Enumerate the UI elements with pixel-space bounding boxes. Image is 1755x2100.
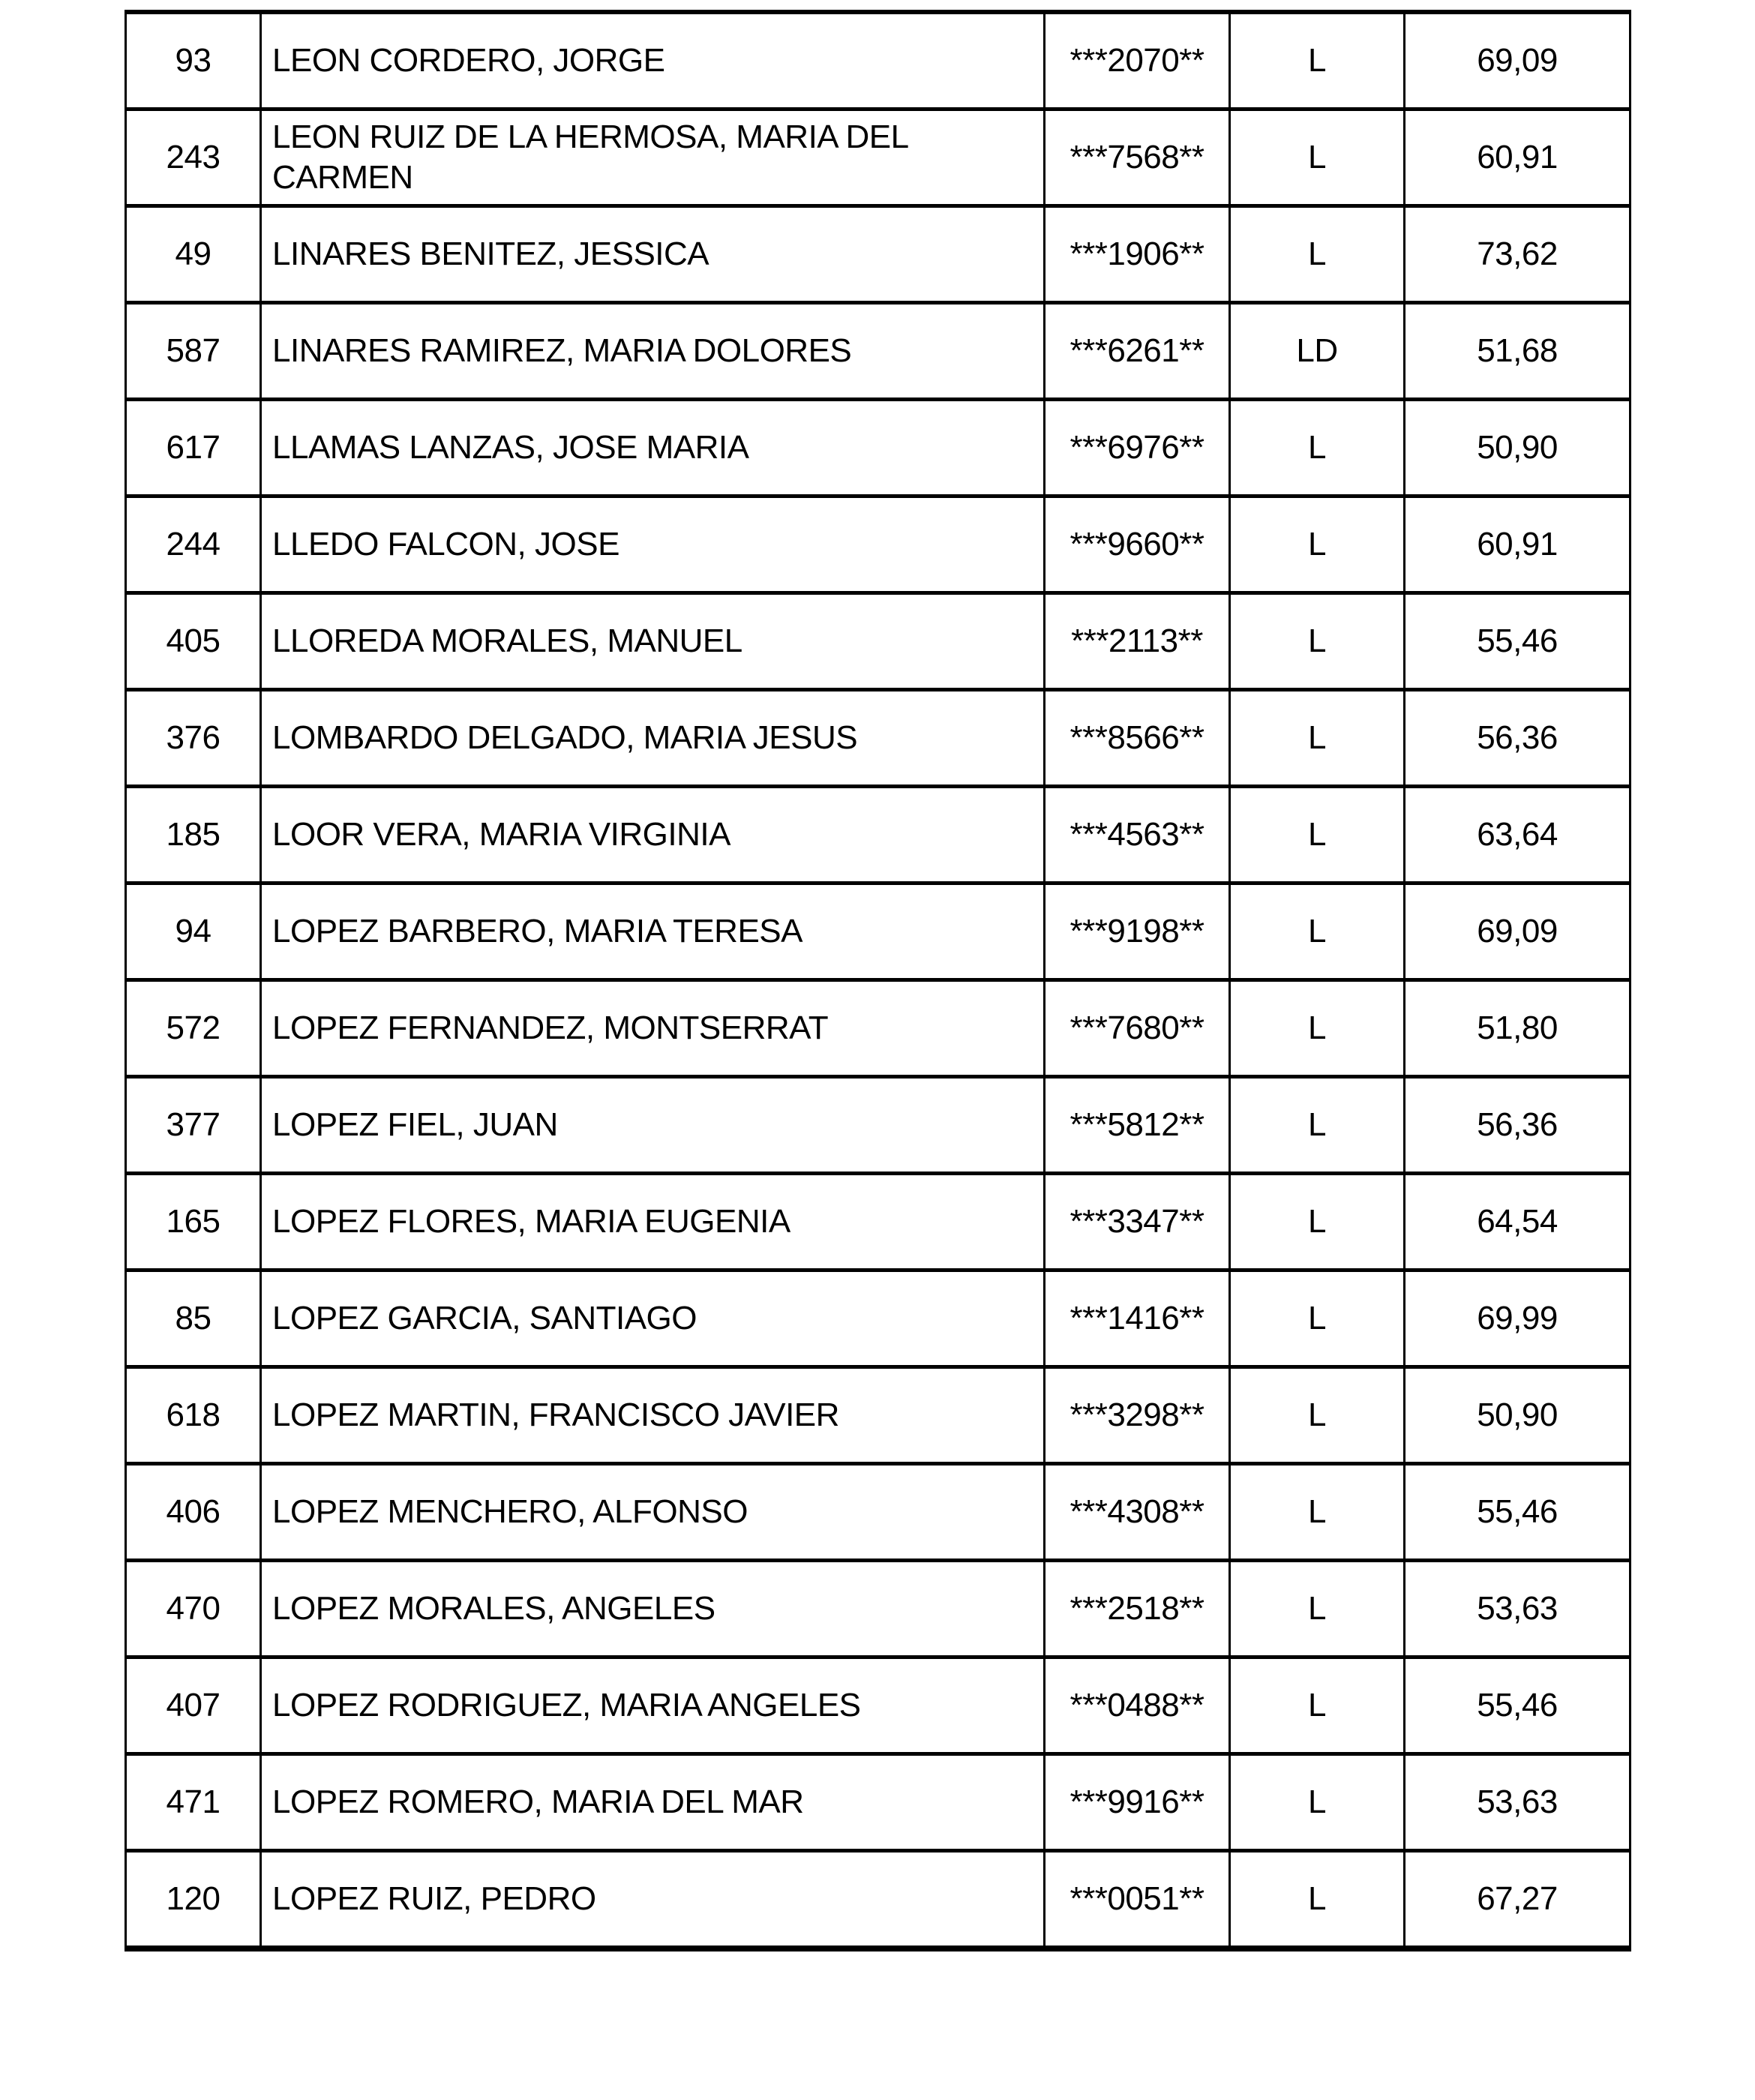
- cell-score: 64,54: [1405, 1174, 1630, 1270]
- table-row: [126, 110, 1630, 206]
- cell-access-group: L: [1230, 400, 1405, 496]
- cell-access-group: L: [1230, 1851, 1405, 1949]
- cell-masked-id: ***6976**: [1045, 400, 1230, 496]
- cell-masked-id: ***1906**: [1045, 206, 1230, 303]
- cell-order-number: 572: [126, 980, 261, 1077]
- cell-score: 55,46: [1405, 593, 1630, 690]
- cell-score: 53,63: [1405, 1754, 1630, 1851]
- cell-order-number: 406: [126, 1464, 261, 1561]
- cell-access-group: L: [1230, 690, 1405, 787]
- cell-masked-id: ***9660**: [1045, 496, 1230, 593]
- cell-full-name: LOPEZ RUIZ, PEDRO: [261, 1851, 1045, 1949]
- cell-masked-id: ***2518**: [1045, 1561, 1230, 1658]
- cell-score: 55,46: [1405, 1464, 1630, 1561]
- cell-order-number: 471: [126, 1754, 261, 1851]
- cell-full-name: LOPEZ MARTIN, FRANCISCO JAVIER: [261, 1367, 1045, 1464]
- cell-masked-id: ***8566**: [1045, 690, 1230, 787]
- cell-masked-id: ***9198**: [1045, 884, 1230, 980]
- cell-masked-id: ***2113**: [1045, 593, 1230, 690]
- cell-score: 50,90: [1405, 400, 1630, 496]
- cell-order-number: 377: [126, 1077, 261, 1174]
- cell-score: 56,36: [1405, 690, 1630, 787]
- cell-masked-id: ***1416**: [1045, 1270, 1230, 1367]
- cell-full-name: LEON CORDERO, JORGE: [261, 12, 1045, 110]
- cell-order-number: 243: [126, 110, 261, 206]
- cell-access-group: L: [1230, 1367, 1405, 1464]
- cell-masked-id: ***7568**: [1045, 110, 1230, 206]
- cell-access-group: LD: [1230, 303, 1405, 400]
- cell-access-group: L: [1230, 1270, 1405, 1367]
- cell-access-group: L: [1230, 110, 1405, 206]
- table-row: [126, 1561, 1630, 1658]
- table-row: [126, 1367, 1630, 1464]
- cell-access-group: L: [1230, 1174, 1405, 1270]
- cell-access-group: L: [1230, 787, 1405, 884]
- cell-score: 50,90: [1405, 1367, 1630, 1464]
- cell-masked-id: ***5812**: [1045, 1077, 1230, 1174]
- cell-full-name: LOOR VERA, MARIA VIRGINIA: [261, 787, 1045, 884]
- cell-masked-id: ***2070**: [1045, 12, 1230, 110]
- cell-full-name: LOMBARDO DELGADO, MARIA JESUS: [261, 690, 1045, 787]
- cell-order-number: 94: [126, 884, 261, 980]
- cell-order-number: 120: [126, 1851, 261, 1949]
- cell-full-name: LLEDO FALCON, JOSE: [261, 496, 1045, 593]
- table-row: [126, 12, 1630, 110]
- cell-order-number: 185: [126, 787, 261, 884]
- cell-order-number: 376: [126, 690, 261, 787]
- cell-full-name: LOPEZ FIEL, JUAN: [261, 1077, 1045, 1174]
- table-row: [126, 1851, 1630, 1949]
- results-table: [124, 10, 1631, 1952]
- cell-access-group: L: [1230, 884, 1405, 980]
- cell-score: 69,09: [1405, 884, 1630, 980]
- table-row: [126, 980, 1630, 1077]
- cell-masked-id: ***9916**: [1045, 1754, 1230, 1851]
- cell-order-number: 244: [126, 496, 261, 593]
- table-row: [126, 400, 1630, 496]
- table-row: [126, 303, 1630, 400]
- cell-full-name: LOPEZ BARBERO, MARIA TERESA: [261, 884, 1045, 980]
- cell-order-number: 49: [126, 206, 261, 303]
- cell-score: 73,62: [1405, 206, 1630, 303]
- cell-access-group: L: [1230, 1077, 1405, 1174]
- cell-access-group: L: [1230, 206, 1405, 303]
- table-row: [126, 690, 1630, 787]
- cell-order-number: 85: [126, 1270, 261, 1367]
- table-row: [126, 787, 1630, 884]
- cell-score: 53,63: [1405, 1561, 1630, 1658]
- table-row: [126, 1077, 1630, 1174]
- cell-full-name: LOPEZ MORALES, ANGELES: [261, 1561, 1045, 1658]
- cell-order-number: 407: [126, 1658, 261, 1754]
- cell-access-group: L: [1230, 1561, 1405, 1658]
- cell-full-name: LOPEZ FLORES, MARIA EUGENIA: [261, 1174, 1045, 1270]
- cell-access-group: L: [1230, 1754, 1405, 1851]
- cell-order-number: 587: [126, 303, 261, 400]
- cell-masked-id: ***0488**: [1045, 1658, 1230, 1754]
- cell-order-number: 618: [126, 1367, 261, 1464]
- cell-score: 51,80: [1405, 980, 1630, 1077]
- cell-access-group: L: [1230, 496, 1405, 593]
- table-row: [126, 1658, 1630, 1754]
- table-row: [126, 884, 1630, 980]
- cell-full-name: LINARES BENITEZ, JESSICA: [261, 206, 1045, 303]
- cell-full-name: LOPEZ ROMERO, MARIA DEL MAR: [261, 1754, 1045, 1851]
- cell-masked-id: ***4308**: [1045, 1464, 1230, 1561]
- cell-full-name: LEON RUIZ DE LA HERMOSA, MARIA DEL CARMEN: [261, 110, 1045, 206]
- table-row: [126, 1464, 1630, 1561]
- table-row: [126, 206, 1630, 303]
- table-row: [126, 1174, 1630, 1270]
- cell-order-number: 93: [126, 12, 261, 110]
- cell-score: 55,46: [1405, 1658, 1630, 1754]
- cell-score: 67,27: [1405, 1851, 1630, 1949]
- cell-full-name: LLAMAS LANZAS, JOSE MARIA: [261, 400, 1045, 496]
- table-row: [126, 496, 1630, 593]
- cell-full-name: LOPEZ RODRIGUEZ, MARIA ANGELES: [261, 1658, 1045, 1754]
- cell-full-name: LINARES RAMIREZ, MARIA DOLORES: [261, 303, 1045, 400]
- cell-score: 69,09: [1405, 12, 1630, 110]
- cell-masked-id: ***3347**: [1045, 1174, 1230, 1270]
- table-row: [126, 593, 1630, 690]
- cell-full-name: LOPEZ GARCIA, SANTIAGO: [261, 1270, 1045, 1367]
- cell-full-name: LOPEZ FERNANDEZ, MONTSERRAT: [261, 980, 1045, 1077]
- cell-score: 60,91: [1405, 110, 1630, 206]
- cell-masked-id: ***4563**: [1045, 787, 1230, 884]
- cell-score: 60,91: [1405, 496, 1630, 593]
- results-table-body: [126, 12, 1630, 1948]
- cell-access-group: L: [1230, 980, 1405, 1077]
- cell-score: 56,36: [1405, 1077, 1630, 1174]
- table-row: [126, 1270, 1630, 1367]
- cell-masked-id: ***0051**: [1045, 1851, 1230, 1949]
- cell-masked-id: ***6261**: [1045, 303, 1230, 400]
- cell-access-group: L: [1230, 12, 1405, 110]
- cell-order-number: 405: [126, 593, 261, 690]
- cell-access-group: L: [1230, 1658, 1405, 1754]
- cell-order-number: 470: [126, 1561, 261, 1658]
- cell-order-number: 617: [126, 400, 261, 496]
- cell-full-name: LOPEZ MENCHERO, ALFONSO: [261, 1464, 1045, 1561]
- table-row: [126, 1754, 1630, 1851]
- cell-score: 69,99: [1405, 1270, 1630, 1367]
- cell-score: 63,64: [1405, 787, 1630, 884]
- cell-masked-id: ***7680**: [1045, 980, 1230, 1077]
- cell-access-group: L: [1230, 593, 1405, 690]
- cell-masked-id: ***3298**: [1045, 1367, 1230, 1464]
- cell-order-number: 165: [126, 1174, 261, 1270]
- cell-full-name: LLOREDA MORALES, MANUEL: [261, 593, 1045, 690]
- cell-score: 51,68: [1405, 303, 1630, 400]
- cell-access-group: L: [1230, 1464, 1405, 1561]
